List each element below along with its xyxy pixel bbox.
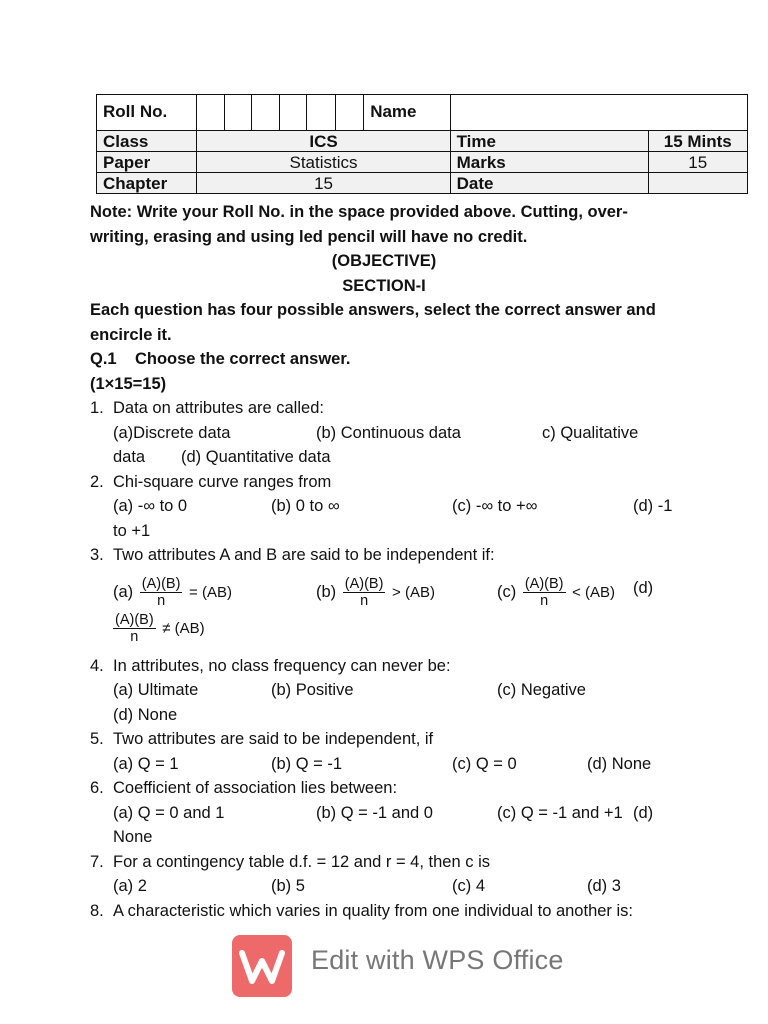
option-d-label[interactable]: (d) [633,578,654,597]
question-4 [90,654,690,679]
roll-no-box[interactable] [197,95,224,131]
option-d[interactable]: (d) Quantitative data [181,448,331,466]
q1-label: Q.1 [90,350,117,368]
option-c[interactable]: c) Qualitative [542,423,639,442]
option-a[interactable]: (a) 2 [113,877,147,895]
fraction-denominator: n [130,628,139,645]
date-label: Date [450,173,648,194]
question-number: 4. [90,656,104,675]
option-label: (a) [113,582,134,601]
roll-no-box[interactable] [279,95,306,131]
option-d[interactable] [113,612,205,645]
options-row [90,874,690,899]
roll-no-label: Roll No. [97,95,197,131]
marks-value: 15 [648,152,748,173]
question-text: Coefficient of association lies between: [113,779,398,797]
relation: < (AB) [572,583,616,601]
class-value: ICS [197,131,450,152]
option-label: (c) [497,582,517,601]
question-6 [90,776,690,801]
question-number: 5. [90,730,104,748]
fraction-denominator: n [540,592,549,609]
objective-heading: (OBJECTIVE) [331,252,437,270]
question-number: 7. [90,852,104,871]
fraction [140,576,183,609]
question-number: 3. [90,546,104,564]
question-8 [90,899,690,924]
options-row [90,678,690,703]
options-row [90,445,690,470]
header-table [96,94,748,194]
note-line: Note: Write your Roll No. in the space provided above. Cutting, over- [90,203,628,221]
relation: = (AB) [189,583,232,601]
relation: ≠ (AB) [162,619,205,637]
option-label: (b) [316,582,337,601]
options-row [90,825,690,850]
fraction-denominator: n [157,592,166,609]
question-1 [90,396,690,421]
question-5 [90,727,690,752]
fraction [113,612,156,645]
paper-body [90,200,690,923]
roll-no-box[interactable] [336,95,364,131]
option-d[interactable]: (d) -1 [633,497,673,515]
fraction-numerator: (A)(B) [344,575,384,592]
option-b[interactable]: (b) Q = -1 and 0 [316,803,433,822]
option-c[interactable]: (c) -∞ to +∞ [452,497,538,515]
question-number: 8. [90,901,104,920]
question-3 [90,543,690,568]
class-label: Class [97,131,197,152]
options-row [90,568,690,608]
option-c-continued: data [113,448,146,466]
roll-no-box[interactable] [306,95,335,131]
fraction [343,576,386,609]
question-number: 6. [90,779,104,797]
question-text: For a contingency table d.f. = 12 and r = 4, then c is [113,852,490,871]
time-label: Time [450,131,648,152]
question-number: 1. [90,399,104,417]
fraction [523,576,566,609]
option-d[interactable]: (d) None [113,705,178,724]
option-c[interactable] [497,576,615,609]
options-row [90,519,690,544]
name-label: Name [364,95,450,131]
wps-logo-icon[interactable] [232,935,292,997]
option-c[interactable]: (c) Negative [497,681,586,699]
options-row [90,752,690,777]
roll-no-box[interactable] [224,95,251,131]
relation: > (AB) [392,583,435,601]
options-row [90,421,690,446]
instructions-line: Each question has four possible answers, select the correct answer and [90,301,656,319]
fraction-numerator: (A)(B) [115,611,154,628]
option-c[interactable]: (c) Q = -1 and +1 [497,803,623,822]
fraction-denominator: n [360,592,369,609]
time-value: 15 Mints [648,131,748,152]
question-text: A characteristic which varies in quality from one individual to another is: [113,901,633,920]
q1-title: Choose the correct answer. [134,350,351,368]
question-number: 2. [90,472,104,491]
question-text: In attributes, no class frequency can never be: [113,656,451,675]
fraction-numerator: (A)(B) [141,575,181,592]
option-b[interactable] [316,576,435,609]
instructions-line: encircle it. [90,325,172,344]
wps-logo-glyph [232,935,292,997]
fraction-numerator: (A)(B) [524,575,564,592]
q1-heading [90,347,690,372]
option-b[interactable]: (b) Positive [271,681,354,699]
option-d[interactable]: (d) [633,803,654,822]
date-field[interactable] [648,173,748,194]
options-row [90,494,690,519]
option-d[interactable]: (d) 3 [587,877,621,895]
chapter-label: Chapter [97,173,197,194]
section-heading: SECTION-I [342,276,426,295]
option-b[interactable]: (b) 0 to ∞ [271,497,340,515]
question-text: Two attributes A and B are said to be independent if: [113,546,495,564]
name-field[interactable] [450,95,747,131]
option-d-continued: None [113,828,153,846]
option-a[interactable]: (a) Q = 1 [113,754,179,773]
option-c[interactable]: (c) 4 [452,877,485,895]
options-row [90,703,690,728]
question-text: Data on attributes are called: [113,399,324,417]
option-d-continued: to +1 [113,521,151,540]
q1-marks: (1×15=15) [90,374,167,393]
option-a[interactable]: (a) -∞ to 0 [113,497,188,515]
question-2 [90,470,690,495]
option-b[interactable]: (b) Continuous data [316,423,461,442]
edit-with-wps-text[interactable]: Edit with WPS Office [311,945,564,975]
roll-no-box[interactable] [251,95,279,131]
options-row [90,801,690,826]
option-a[interactable]: (a) Ultimate [113,681,199,699]
paper-label: Paper [97,152,197,173]
chapter-value: 15 [197,173,450,194]
options-row [90,608,690,654]
marks-label: Marks [450,152,648,173]
question-text: Two attributes are said to be independent, if [113,730,434,748]
option-a[interactable]: (a)Discrete data [113,423,231,442]
option-b[interactable]: (b) Q = -1 [271,754,343,773]
option-b[interactable]: (b) 5 [271,877,305,895]
question-7 [90,850,690,875]
paper-value: Statistics [197,152,450,173]
option-a[interactable]: (a) Q = 0 and 1 [113,803,225,822]
option-c[interactable]: (c) Q = 0 [452,754,517,773]
note-line: writing, erasing and using led pencil will have no credit. [90,227,528,246]
question-text: Chi-square curve ranges from [113,472,332,491]
option-d[interactable]: (d) None [587,754,652,773]
option-a[interactable] [113,576,232,609]
